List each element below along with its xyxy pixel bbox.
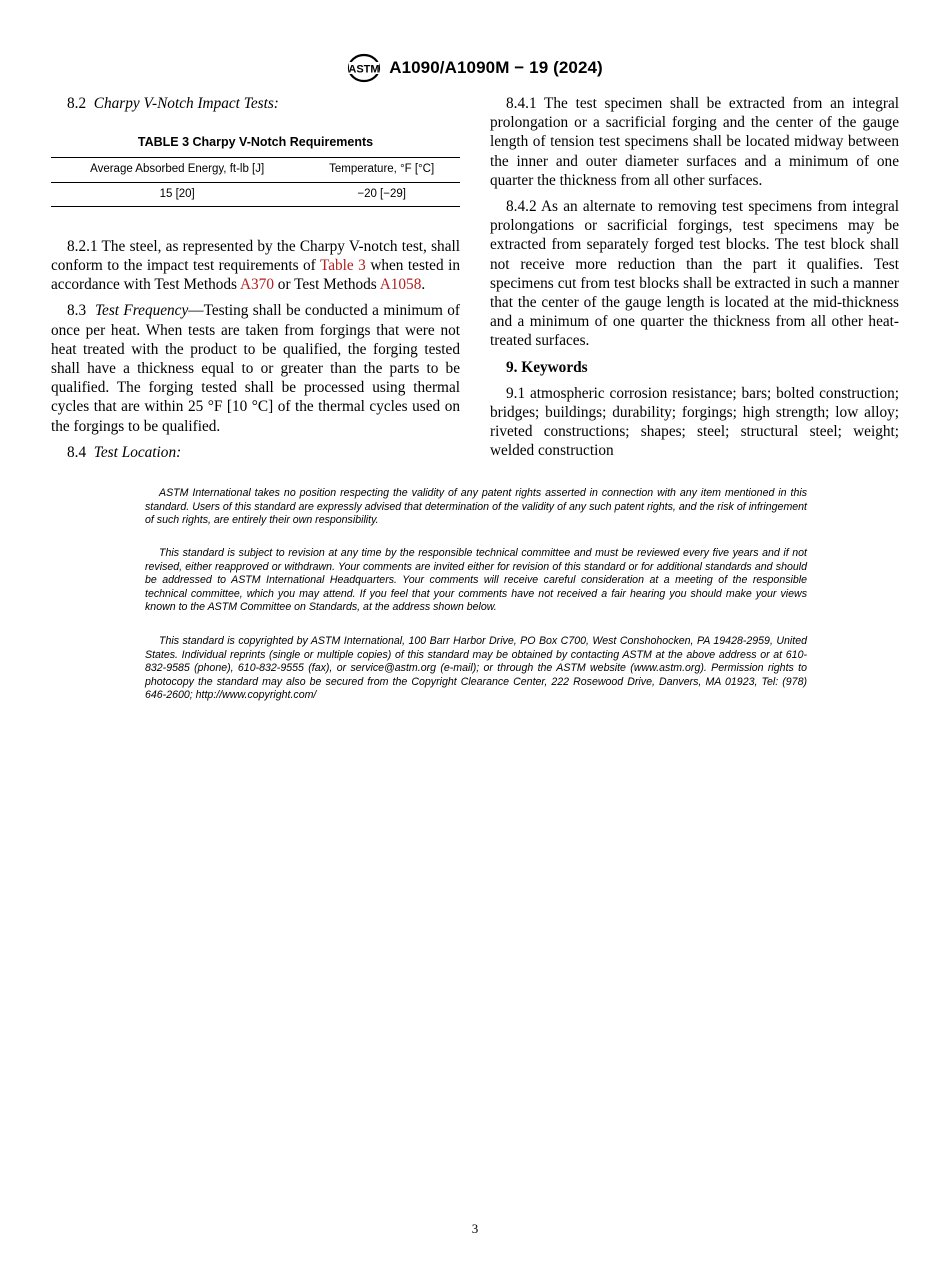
table-caption: TABLE 3 Charpy V-Notch Requirements	[137, 135, 374, 150]
section-number: 8.3	[67, 302, 87, 320]
column-header-temperature: Temperature, °F [°C]	[303, 158, 460, 182]
paragraph-text: —Testing shall be conducted a minimum of once per heat. When tests are taken from forgings that were not heat treated with the product to be qualified, the forging tested shall have a thickness equal to or greater than the parts to be qualified. The forging tested shall be processed using thermal cycles that are within 25 °F [10 °C] of the thermal cycles used on the forgings to be qualified.	[51, 302, 460, 435]
section-8-4-1: 8.4.1 The test specimen shall be extracted from an integral prolongation or a sacrificial forging and the center of the gauge length of tension test specimens shall be located midway between the inner and outer diameter surfaces and a minimum of one quarter the thickness from all other surfaces.	[490, 95, 899, 189]
section-8-4-2: 8.4.2 As an alternate to removing test specimens from integral prolongations or sacrificial forgings, test specimens may be extracted from separately forged test blocks. The test block shall not receive more reduction than the part it qualifies. Test specimens cut from test blocks shall be extracted in such a manner that the center of the gauge length is located at the mid-thickness and a minimum of one quarter the thickness from all other heat-treated surfaces.	[490, 198, 899, 350]
section-title: Charpy V-Notch Impact Tests:	[93, 95, 279, 112]
section-number: 8.2	[67, 95, 87, 112]
revision-notice	[145, 547, 807, 615]
patent-notice	[145, 487, 807, 528]
paragraph-text: 8.2.1 The steel, as represented by the Charpy V-notch test, shall conform to the impact test requirements of	[51, 237, 460, 275]
copyright-notice	[145, 635, 807, 703]
table-row	[51, 182, 460, 206]
section-title: Test Location:	[93, 443, 182, 461]
notice-text: ASTM International takes no position respecting the validity of any patent rights asserted in connection with any item mentioned in this standard. Users of this standard are expressly advised that determination of the validity of any such patent rights, and the risk of infringement of such rights, are entirely their own responsibility.	[145, 487, 807, 526]
section-8-2	[51, 94, 460, 113]
section-8-4	[51, 443, 460, 462]
table-3	[51, 133, 460, 207]
table-3-link[interactable]: Table 3	[319, 257, 366, 275]
left-column	[51, 94, 460, 469]
table-cell-energy: 15 [20]	[51, 182, 303, 206]
section-title: Test Frequency	[94, 302, 189, 320]
section-9-heading: 9. Keywords	[506, 358, 588, 376]
section-9-1: 9.1 atmospheric corrosion resistance; bars; bolted construction; bridges; buildings; durability; forgings; high strength; low alloy; riveted constructions; shapes; steel; structural steel; weight; welded construction	[490, 384, 899, 460]
page-number: 3	[471, 1221, 479, 1236]
paragraph-text: or Test Methods	[273, 276, 380, 294]
section-8-2-1	[51, 237, 460, 295]
table-header-row	[51, 158, 460, 182]
notice-text: This standard is subject to revision at any time by the responsible technical committee and must be reviewed every five years and if not revised, either reapproved or withdrawn. Your comments are invited either for revision of this standard or for additional standards and should be addressed to ASTM International Headquarters. Your comments will receive careful consideration at a meeting of the responsible technical committee, which you may attend. If you feel that your comments have not received a fair hearing you should make your views known to the ASTM Committee on Standards, at the address shown below.	[145, 547, 807, 613]
page-header	[0, 53, 950, 88]
a370-link[interactable]: A370	[239, 276, 274, 294]
charpy-table	[51, 157, 460, 206]
right-column	[490, 94, 899, 468]
section-number: 8.4	[67, 443, 87, 461]
astm-logo-icon	[347, 53, 381, 83]
notice-text: This standard is copyrighted by ASTM International, 100 Barr Harbor Drive, PO Box C700, West Conshohocken, PA 19428-2959, United States. Individual reprints (single or multiple copies) of this standard may be obtained by contacting ASTM at the above address or at 610-832-9585 (phone), 610-832-9555 (fax), or service@astm.org (e-mail); or through the ASTM website (www.astm.org). Permission rights to photocopy the standard may also be secured from the Copyright Clearance Center, 222 Rosewood Drive, Danvers, MA 01923, Tel: (978) 646-2600; http://www.copyright.com/	[145, 635, 807, 701]
logo-lettering: ASTM	[348, 63, 380, 76]
paragraph-text: .	[421, 276, 426, 294]
document-designation: A1090/A1090M − 19 (2024)	[389, 58, 603, 77]
section-8-3	[51, 301, 460, 435]
paragraph-text: when tested in accordance with Test Methods	[51, 257, 460, 294]
column-header-energy: Average Absorbed Energy, ft-lb [J]	[51, 158, 303, 182]
a1058-link[interactable]: A1058	[379, 276, 422, 294]
table-cell-temperature: −20 [−29]	[303, 182, 460, 206]
